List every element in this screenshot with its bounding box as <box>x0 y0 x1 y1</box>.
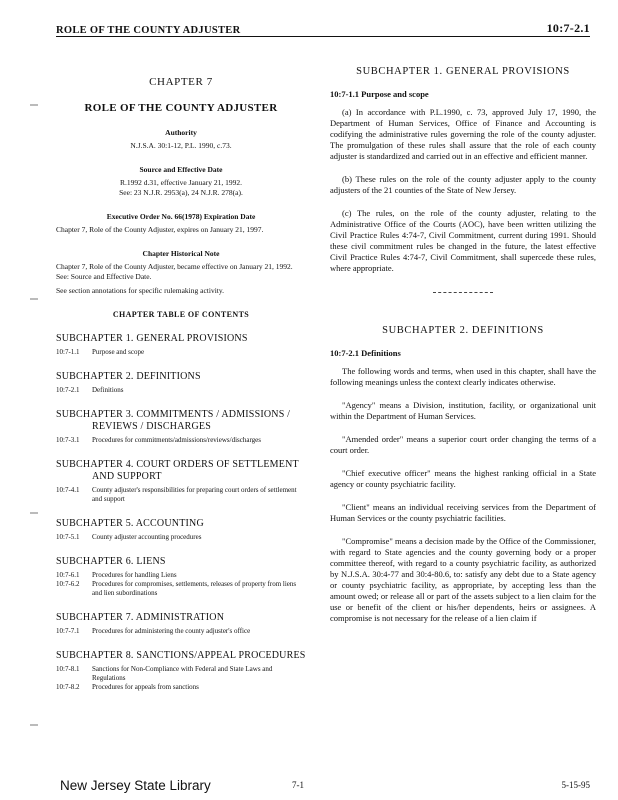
definition-amended-order: "Amended order" means a superior court order changing the terms of a court order. <box>330 434 596 455</box>
section-1-para-b: (b) These rules on the role of the county adjuster apply to the county adjusters of the 21 counties of the State of New Jersey. <box>330 174 596 195</box>
margin-mark <box>30 724 38 726</box>
toc-subchapter-heading: SUBCHAPTER 1. GENERAL PROVISIONS <box>56 333 248 344</box>
toc-entry <box>56 683 306 692</box>
toc-entry-number: 10:7-1.1 <box>56 348 80 356</box>
toc-subchapter <box>56 371 306 395</box>
toc-subchapter <box>56 333 306 357</box>
toc-subchapter-heading: SUBCHAPTER 5. ACCOUNTING <box>56 518 204 529</box>
executive-order-text: Chapter 7, Role of the County Adjuster, expires on January 21, 1997. <box>56 225 264 234</box>
toc-entry-title: Procedures for administering the county adjuster's office <box>92 627 251 635</box>
toc-entry-title: Procedures for compromises, settlements, releases of property from liens and lien subordinations <box>92 580 297 597</box>
executive-order-label: Executive Order No. 66(1978) Expiration Date <box>106 212 256 221</box>
definition-chief-executive: "Chief executive officer" means the highest ranking official in a State agency or county psychiatric facility. <box>330 468 596 489</box>
section-1-para-a: (a) In accordance with P.L.1990, c. 73, approved July 17, 1990, the Department of Human Services, Office of Finance and Accounting is codifying the administrative rules governing the role of the county adjuster. The promulgation of these rules shall assure that the role of each county adjuster is standardized and carried out in an effective and efficient manner. <box>330 107 596 161</box>
historical-note-text-2: See section annotations for specific rulemaking activity. <box>56 286 225 295</box>
toc-subchapter <box>56 459 306 504</box>
toc-subchapter <box>56 518 306 542</box>
toc-entry <box>56 386 306 395</box>
right-column <box>330 66 596 624</box>
toc-entry-title: Procedures for appeals from sanctions <box>92 683 199 691</box>
left-column <box>56 70 306 692</box>
toc-entry-title: County adjuster accounting procedures <box>92 533 202 541</box>
toc-entry <box>56 348 306 357</box>
toc-entry-title: Procedures for handling Liens <box>92 571 177 579</box>
subchapter-1-title: SUBCHAPTER 1. GENERAL PROVISIONS <box>356 66 570 77</box>
toc-entry-number: 10:7-8.2 <box>56 683 80 691</box>
toc-subchapter <box>56 556 306 598</box>
toc-entry-title: Sanctions for Non-Compliance with Federal and State Laws and Regulations <box>92 665 273 682</box>
section-1-heading: 10:7-1.1 Purpose and scope <box>330 89 429 99</box>
toc-entry-number: 10:7-6.2 <box>56 580 80 588</box>
toc-entry <box>56 580 306 598</box>
page-number: 7-1 <box>292 780 304 790</box>
toc-entry-number: 10:7-7.1 <box>56 627 80 635</box>
toc-entry <box>56 533 306 542</box>
chapter-title: ROLE OF THE COUNTY ADJUSTER <box>84 102 278 114</box>
margin-mark <box>30 104 38 106</box>
toc-entry-number: 10:7-2.1 <box>56 386 80 394</box>
toc-subchapter-heading: SUBCHAPTER 2. DEFINITIONS <box>56 371 201 382</box>
toc-entry-title: Procedures for commitments/admissions/reviews/discharges <box>92 436 262 444</box>
running-header <box>56 18 590 37</box>
section-1-para-c: (c) The rules, on the role of the county adjuster, relating to the Administrative Office of the Courts (AOC), have been written utilizing the Civil Practice Rules 4:74-7, Civil Commitment, current during 1991. Should these civil commitment rules be changed in the future, the latest effective Civil Practice Rules 4:74-7, Civil Commitment, shall supercede these rules, where appropriate. <box>330 208 596 273</box>
toc-entry <box>56 486 306 504</box>
toc-entry-number: 10:7-8.1 <box>56 665 80 673</box>
header-title: ROLE OF THE COUNTY ADJUSTER <box>56 25 241 36</box>
definition-agency: "Agency" means a Division, institution, facility, or organizational unit within the Department of Human Services. <box>330 400 596 421</box>
margin-mark <box>30 298 38 300</box>
historical-note-label: Chapter Historical Note <box>142 249 220 258</box>
header-section: 10:7-2.1 <box>546 21 590 35</box>
toc-subchapter-heading-cont: AND SUPPORT <box>92 471 162 482</box>
page-date: 5-15-95 <box>561 780 590 790</box>
authority-text: N.J.S.A. 30:1-12, P.L. 1990, c.73. <box>130 141 232 150</box>
toc-list <box>56 333 306 692</box>
source-text-2: See: 23 N.J.R. 2953(a), 24 N.J.R. 278(a). <box>119 188 243 197</box>
toc-subchapter-heading: SUBCHAPTER 7. ADMINISTRATION <box>56 612 225 623</box>
chapter-number: CHAPTER 7 <box>149 76 213 88</box>
toc-entry <box>56 436 306 445</box>
toc-entry <box>56 571 306 580</box>
subchapter-2-title: SUBCHAPTER 2. DEFINITIONS <box>382 325 544 336</box>
toc-subchapter <box>56 650 306 692</box>
toc-subchapter-heading: SUBCHAPTER 8. SANCTIONS/APPEAL PROCEDURES <box>56 650 306 661</box>
toc-subchapter <box>56 409 306 445</box>
toc-entry-number: 10:7-6.1 <box>56 571 80 579</box>
toc-subchapter-heading: SUBCHAPTER 3. COMMITMENTS / ADMISSIONS / <box>56 409 291 420</box>
toc-subchapter <box>56 612 306 636</box>
historical-note-text: Chapter 7, Role of the County Adjuster, became effective on January 21, 1992. See: Source and Effective Date. <box>56 262 293 281</box>
toc-entry <box>56 627 306 636</box>
margin-mark <box>30 512 38 514</box>
toc-subchapter-heading: SUBCHAPTER 6. LIENS <box>56 556 166 567</box>
definitions-intro: The following words and terms, when used in this chapter, shall have the following meanings unless the context clearly indicates otherwise. <box>330 366 596 387</box>
library-stamp: New Jersey State Library <box>60 777 211 793</box>
authority-label: Authority <box>165 128 197 137</box>
toc-entry-title: Purpose and scope <box>92 348 145 356</box>
source-label: Source and Effective Date <box>139 165 223 174</box>
toc-entry-number: 10:7-3.1 <box>56 436 80 444</box>
toc-entry-title: County adjuster's responsibilities for preparing court orders of settlement and support <box>92 486 297 503</box>
toc-entry <box>56 665 306 683</box>
toc-entry-number: 10:7-5.1 <box>56 533 80 541</box>
toc-entry-number: 10:7-4.1 <box>56 486 80 494</box>
toc-title: CHAPTER TABLE OF CONTENTS <box>112 310 250 319</box>
section-divider <box>433 292 493 293</box>
toc-subchapter-heading: SUBCHAPTER 4. COURT ORDERS OF SETTLEMENT <box>56 459 299 470</box>
definition-client: "Client" means an individual receiving services from the Department of Human Services or the county psychiatric facilities. <box>330 502 596 523</box>
section-2-heading: 10:7-2.1 Definitions <box>330 348 401 358</box>
toc-subchapter-heading-cont: REVIEWS / DISCHARGES <box>92 421 212 432</box>
page-footer <box>60 775 590 795</box>
definition-compromise: "Compromise" means a decision made by the Office of the Commissioner, with regard to State agencies and the county governing body or a proper committee thereof, with regard to a county psychiatric facility, as authorized by N.J.S.A. 30:4-77 and 30:4-80.6, to: satisfy any debt due to a State agency or county psychiatric facility, as appropriate, by accepting less than the amount owed; or release all or part of the assets subject to a lien claim for the use or benefit of the client or his/her dependents, heirs or assignees. A compromise is not necessary for the release of a lien claim if <box>330 536 596 623</box>
source-text-1: R.1992 d.31, effective January 21, 1992. <box>120 178 242 187</box>
toc-entry-title: Definitions <box>92 386 124 394</box>
